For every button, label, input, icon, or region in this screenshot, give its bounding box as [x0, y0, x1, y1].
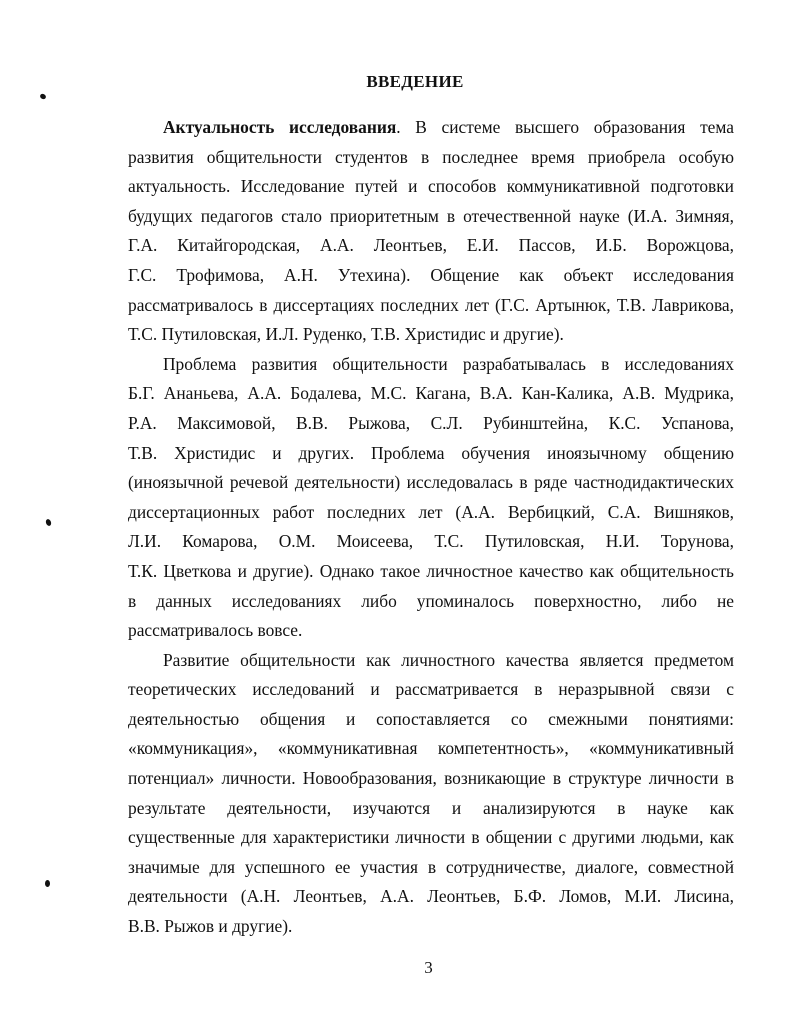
paragraph-relevance — [128, 113, 734, 350]
text-line: развития общительности студентов в последнее время приобрела особую — [128, 146, 734, 167]
text-line: Т.С. Путиловская, И.Л. Руденко, Т.В. Христидис и другие). — [128, 324, 564, 345]
text-line: будущих педагогов стало приоритетным в отечественной науке (И.А. Зимняя, — [128, 205, 734, 226]
text-line: (иноязычной речевой деятельности) исследовалась в ряде частнодидактических — [128, 472, 734, 493]
lead-phrase: Актуальность исследования — [163, 117, 397, 137]
text-line: деятельности (А.Н. Леонтьев, А.А. Леонтьев, Б.Ф. Ломов, М.И. Лисина, — [128, 886, 734, 907]
text-line: Т.К. Цветкова и другие). Однако такое личностное качество как общительность — [128, 560, 734, 581]
text-line: Г.А. Китайгородская, А.А. Леонтьев, Е.И. Пассов, И.Б. Ворожцова, — [128, 235, 734, 256]
text-line: рассматривалось в диссертациях последних лет (Г.С. Артынюк, Т.В. Лаврикова, — [128, 294, 734, 315]
text-line: результате деятельности, изучаются и анализируются в науке как — [128, 797, 734, 818]
text-line: Т.В. Христидис и других. Проблема обучения иноязычному общению — [128, 442, 734, 463]
paragraph-development — [128, 646, 734, 942]
page-number: 3 — [424, 958, 433, 977]
text-line: диссертационных работ последних лет (А.А. Вербицкий, С.А. Вишняков, — [128, 501, 734, 522]
text-line: теоретических исследований и рассматривается в неразрывной связи с — [128, 679, 734, 700]
text-line: Л.И. Комарова, О.М. Моисеева, Т.С. Путиловская, Н.И. Торунова, — [128, 531, 734, 552]
scan-speck — [39, 93, 47, 100]
text-line: «коммуникация», «коммуникативная компетентность», «коммуникативный — [128, 738, 734, 759]
text-line: в данных исследованиях либо упоминалось поверхностно, либо не — [128, 590, 734, 611]
text-line: В.В. Рыжов и другие). — [128, 916, 293, 937]
section-title: ВВЕДЕНИЕ — [366, 72, 464, 91]
scan-speck — [45, 518, 52, 526]
text-line: актуальность. Исследование путей и способов коммуникативной подготовки — [128, 176, 734, 197]
text-line: существенные для характеристики личности в общении с другими людьми, как — [128, 827, 734, 848]
text-line: деятельностью общения и сопоставляется со смежными понятиями: — [128, 708, 734, 729]
text-line: Проблема развития общительности разрабатывалась в исследованиях — [163, 353, 734, 374]
text-line: значимые для успешного ее участия в сотрудничестве, диалоге, совместной — [128, 856, 734, 877]
text-line: Р.А. Максимовой, В.В. Рыжова, С.Л. Рубинштейна, К.С. Успанова, — [128, 412, 734, 433]
text-line: потенциал» личности. Новообразования, возникающие в структуре личности в — [128, 768, 734, 789]
text-line: Б.Г. Ананьева, А.А. Бодалева, М.С. Кагана, В.А. Кан-Калика, А.В. Мудрика, — [128, 383, 734, 404]
scan-speck — [45, 880, 50, 887]
paragraph-problem — [128, 350, 734, 646]
text-line: Актуальность исследования. В системе высшего образования тема — [163, 117, 735, 137]
text-line: рассматривалось вовсе. — [128, 620, 303, 641]
text-line: Развитие общительности как личностного качества является предметом — [163, 649, 734, 670]
text-line: Г.С. Трофимова, А.Н. Утехина). Общение как объект исследования — [128, 264, 734, 285]
body-text — [128, 113, 734, 942]
